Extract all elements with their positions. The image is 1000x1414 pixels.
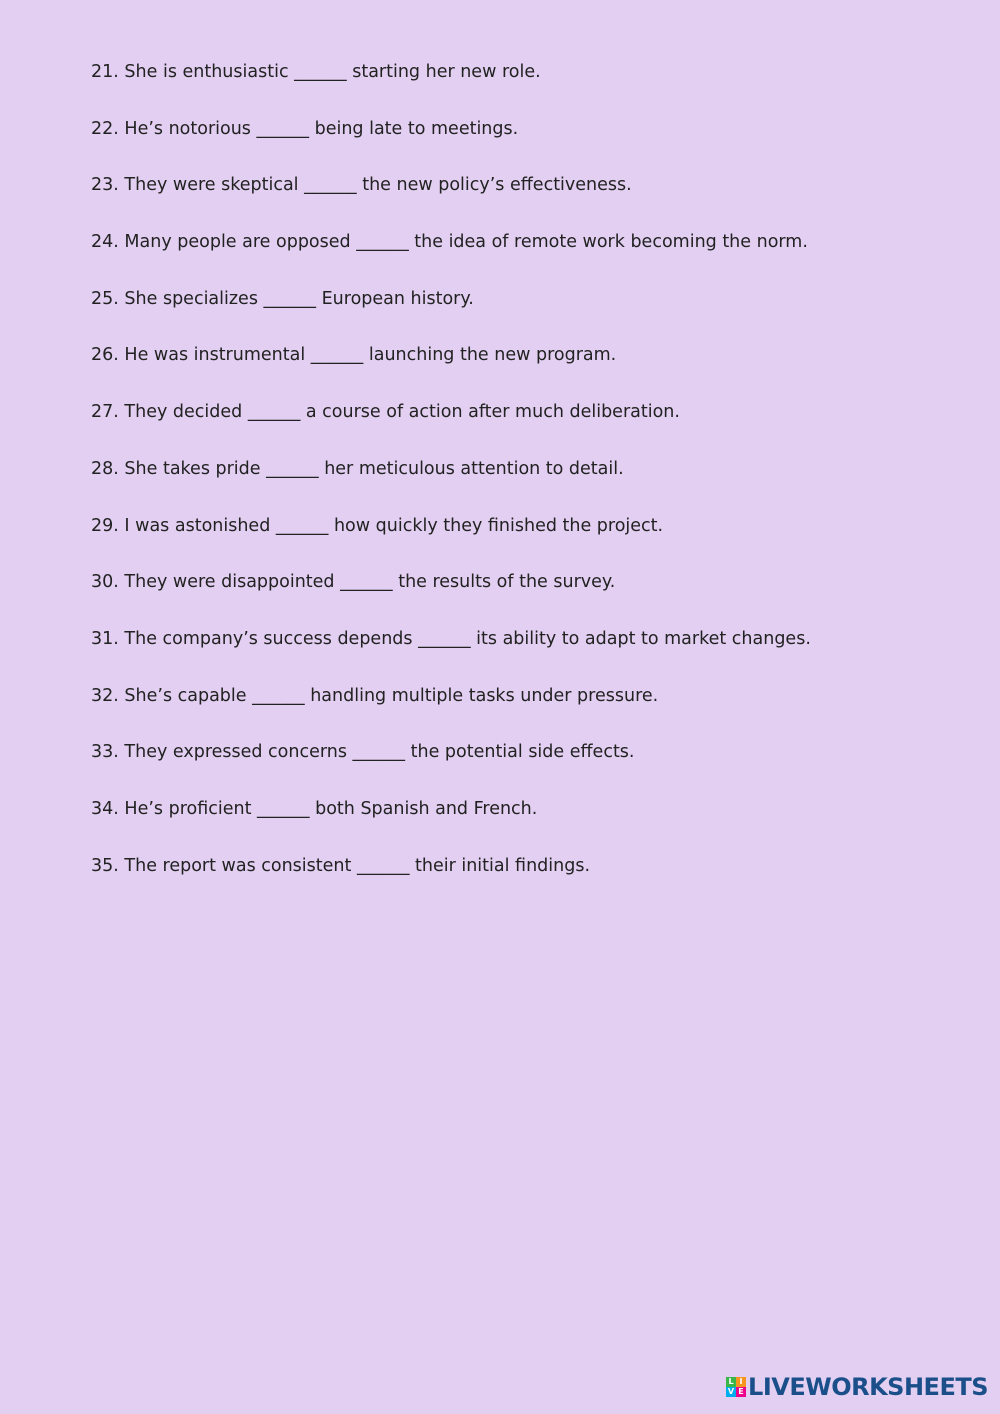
item-text-after: launching the new program.: [368, 345, 617, 366]
exercise-item: [91, 626, 811, 683]
item-text-after: a course of action after much deliberation.: [305, 402, 680, 423]
answer-blank[interactable]: ______: [257, 798, 310, 819]
exercise-item: [91, 286, 811, 343]
item-number: 32.: [91, 685, 119, 706]
answer-blank[interactable]: ______: [356, 232, 409, 253]
item-text-before: He was instrumental: [124, 345, 306, 366]
answer-blank[interactable]: ______: [418, 628, 471, 649]
item-text-before: They were disappointed: [124, 572, 335, 593]
item-text-after: their initial findings.: [415, 855, 591, 876]
answer-blank[interactable]: ______: [310, 345, 364, 366]
answer-blank[interactable]: ______: [252, 685, 305, 706]
item-number: 26.: [91, 345, 119, 366]
answer-blank[interactable]: ______: [356, 855, 410, 876]
item-text-after: starting her new role.: [352, 62, 541, 82]
item-number: 33.: [91, 742, 119, 763]
exercise-item: [91, 116, 811, 173]
exercise-item: [91, 342, 811, 399]
item-number: 24.: [91, 232, 119, 253]
answer-blank[interactable]: ______: [256, 118, 310, 139]
item-text-before: I was astonished: [124, 515, 271, 536]
exercise-item: [91, 399, 811, 456]
item-number: 27.: [91, 402, 119, 423]
item-text-before: She takes pride: [124, 458, 261, 479]
item-text-before: Many people are opposed: [124, 232, 351, 253]
item-text-before: She specializes: [124, 288, 258, 309]
item-text-after: her meticulous attention to detail.: [324, 458, 624, 479]
exercise-item: [91, 853, 811, 910]
item-number: 30.: [91, 572, 119, 593]
item-text-after: the results of the survey.: [398, 572, 616, 593]
exercise-item: [91, 456, 811, 513]
answer-blank[interactable]: ______: [266, 458, 319, 479]
item-text-after: the idea of remote work becoming the norm.: [414, 232, 808, 253]
item-number: 21.: [91, 62, 119, 82]
answer-blank[interactable]: ______: [294, 62, 347, 82]
item-text-before: He’s notorious: [124, 118, 251, 139]
item-text-before: They decided: [124, 402, 243, 423]
item-text-after: handling multiple tasks under pressure.: [310, 685, 659, 706]
item-number: 22.: [91, 118, 119, 139]
item-number: 29.: [91, 515, 119, 536]
item-text-before: She is enthusiastic: [124, 62, 289, 82]
item-text-after: its ability to adapt to market changes.: [476, 628, 811, 649]
item-text-before: He’s proficient: [124, 798, 252, 819]
item-text-after: being late to meetings.: [314, 118, 519, 139]
item-text-after: European history.: [321, 288, 474, 309]
exercise-item: [91, 569, 811, 626]
exercise-item: [91, 229, 811, 286]
item-number: 35.: [91, 855, 119, 876]
answer-blank[interactable]: ______: [275, 515, 329, 536]
exercise-list: [91, 59, 811, 909]
exercise-item: [91, 172, 811, 229]
item-number: 23.: [91, 175, 119, 196]
item-text-after: the potential side effects.: [410, 742, 635, 763]
answer-blank[interactable]: ______: [263, 288, 317, 309]
exercise-item: [91, 796, 811, 853]
exercise-item: [91, 683, 811, 740]
live-badge-icon: L I V E: [726, 1377, 746, 1397]
brand-wordmark: LIVEWORKSHEETS: [748, 1373, 988, 1401]
item-text-before: The report was consistent: [124, 855, 352, 876]
exercise-item: [91, 59, 811, 116]
item-text-before: They were skeptical: [124, 175, 299, 196]
item-text-before: They expressed concerns: [124, 742, 347, 763]
item-text-after: the new policy’s effectiveness.: [362, 175, 632, 196]
item-text-after: how quickly they finished the project.: [333, 515, 664, 536]
answer-blank[interactable]: ______: [340, 572, 393, 593]
liveworksheets-logo: [726, 1372, 988, 1402]
answer-blank[interactable]: ______: [304, 175, 357, 196]
item-text-before: The company’s success depends: [124, 628, 413, 649]
answer-blank[interactable]: ______: [352, 742, 406, 763]
item-number: 31.: [91, 628, 119, 649]
exercise-item: [91, 739, 811, 796]
item-text-after: both Spanish and French.: [315, 798, 538, 819]
exercise-item: [91, 513, 811, 570]
item-number: 34.: [91, 798, 119, 819]
item-text-before: She’s capable: [124, 685, 247, 706]
item-number: 28.: [91, 458, 119, 479]
item-number: 25.: [91, 288, 119, 309]
answer-blank[interactable]: ______: [247, 402, 301, 423]
